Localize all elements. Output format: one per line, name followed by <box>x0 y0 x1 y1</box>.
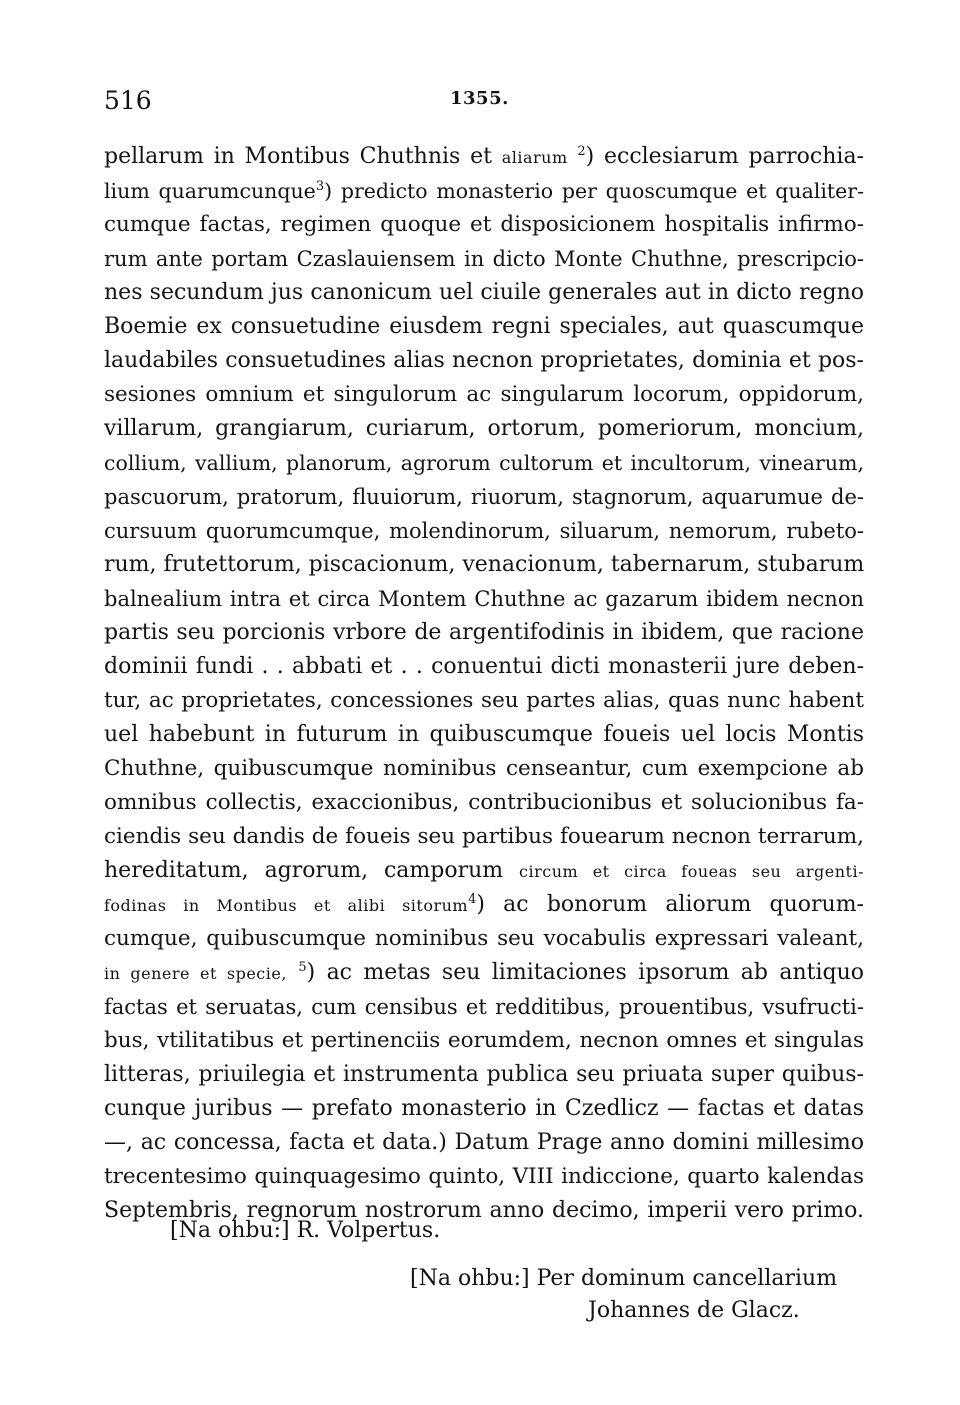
text-line: pellarum in Montibus Chuthnis et aliarum $^2$) ecclesiarum parrochia- <box>104 144 864 169</box>
small-caps-word: aliarum <box>501 148 568 167</box>
text-line: fodinas in Montibus et alibi sitorum$^4$) ac bonorum aliorum quorum- <box>104 892 864 917</box>
text-line: Chuthne, quibuscumque nominibus censeantur, cum exempcione ab <box>104 756 864 781</box>
text-line: sesiones omnium et singulorum ac singularum locorum, oppidorum, <box>104 382 864 407</box>
text-line: factas et seruatas, cum censibus et redditibus, prouentibus, vsufructi- <box>104 995 864 1019</box>
footnote-ref: 2 <box>577 144 586 159</box>
footnote-ref: 5 <box>298 960 307 975</box>
footnote-ref: 3 <box>315 179 325 194</box>
text-line: villarum, grangiarum, curiarum, ortorum, pomeriorum, moncium, <box>104 416 864 441</box>
text-line: ciendis seu dandis de foueis seu partibus fouearum necnon terrarum, <box>104 824 864 849</box>
page-number: 516 <box>104 86 152 115</box>
text-line: rum, frutettorum, piscacionum, venacionum, tabernarum, stubarum <box>104 552 865 577</box>
text-line: balnealium intra et circa Montem Chuthne ac gazarum ibidem necnon <box>104 587 864 611</box>
text-line: tur, ac proprietates, concessiones seu partes alias, quas nunc habent <box>104 688 864 713</box>
text-line: rum ante portam Czaslauiensem in dicto Monte Chuthne, prescripcio- <box>104 247 864 271</box>
text-line: Septembris, regnorum nostrorum anno decimo, imperii vero primo. <box>104 1198 864 1223</box>
text-line: Boemie ex consuetudine eiusdem regni speciales, aut quascumque <box>104 314 864 339</box>
text-line: hereditatum, agrorum, camporum circum et circa foueas seu argenti- <box>104 858 865 883</box>
signature-note-volpertus: [Na ohbu:] R. Volpertus. <box>170 1218 441 1243</box>
text-line: uel habebunt in futurum in quibuscumque foueis uel locis Montis <box>104 722 864 747</box>
text-line: cursuum quorumcumque, molendinorum, siluarum, nemorum, rubeto- <box>104 519 864 543</box>
footnote-ref: 4 <box>468 892 477 907</box>
text-line: laudabiles consuetudines alias necnon proprietates, dominia et pos- <box>104 348 864 373</box>
text-line: lium quarumcunque$^3$) predicto monasterio per quoscumque et qualiter- <box>104 179 865 203</box>
text-line: —, ac concessa, facta et data.) Datum Prage anno domini millesimo <box>104 1130 864 1155</box>
running-head-year: 1355. <box>450 88 509 109</box>
text-line: trecentesimo quinquagesimo quinto, VIII indiccione, quarto kalendas <box>104 1164 864 1189</box>
text-line: cumque, quibuscumque nominibus seu vocabulis expressari valeant, <box>104 926 864 951</box>
text-line: omnibus collectis, exaccionibus, contribucionibus et solucionibus fa- <box>104 790 864 815</box>
signature-name-glacz: Johannes de Glacz. <box>588 1298 800 1323</box>
text-line: in genere et specie, $^5$) ac metas seu limitaciones ipsorum ab antiquo <box>104 960 864 985</box>
text-line: bus, vtilitatibus et pertinenciis eorumdem, necnon omnes et singulas <box>104 1028 864 1053</box>
text-line: dominii fundi . . abbati et . . conuentui dicti monasterii jure deben- <box>104 654 864 679</box>
text-line: litteras, priuilegia et instrumenta publica seu priuata super quibus- <box>104 1062 864 1087</box>
body-text <box>104 140 864 1228</box>
text-line: partis seu porcionis vrbore de argentifodinis in ibidem, que racione <box>104 620 864 645</box>
text-line: pascuorum, pratorum, fluuiorum, riuorum, stagnorum, aquarumue de- <box>104 485 864 509</box>
text-line: nes secundum jus canonicum uel ciuile generales aut in dicto regno <box>104 280 864 305</box>
small-caps-phrase: circum et circa foueas seu argenti- <box>519 862 865 881</box>
text-line: cunque juribus — prefato monasterio in Czedlicz — factas et datas <box>104 1096 864 1121</box>
text-line: collium, vallium, planorum, agrorum cultorum et incultorum, vinearum, <box>104 451 864 475</box>
text-line: cumque factas, regimen quoque et disposicionem hospitalis infirmo- <box>104 212 864 237</box>
small-caps-phrase: in genere et specie, <box>104 964 287 983</box>
small-caps-phrase: fodinas in Montibus et alibi sitorum <box>104 896 469 915</box>
signature-note-cancellarium: [Na ohbu:] Per dominum cancellarium <box>410 1266 838 1291</box>
